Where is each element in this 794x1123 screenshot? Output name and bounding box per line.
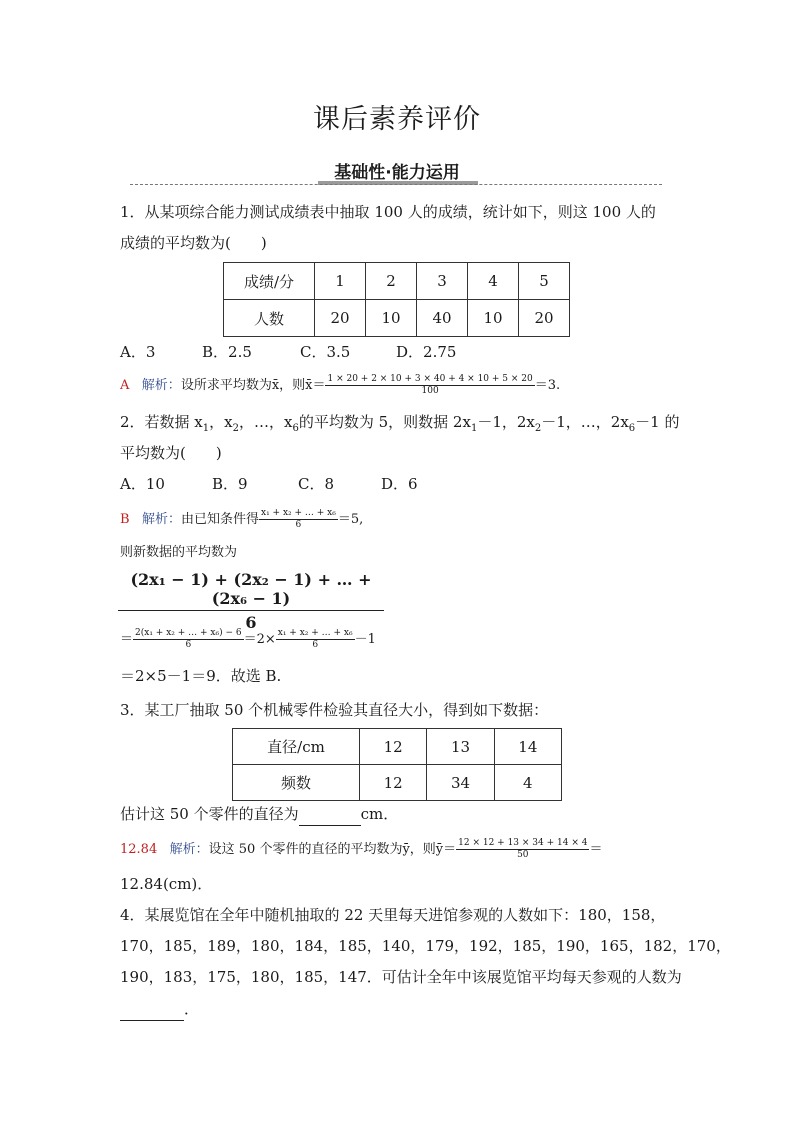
step-fraction-2 [276,628,355,651]
table-row [224,300,570,337]
answer-label: B [120,512,130,527]
step-fraction [133,628,244,651]
table-row [224,263,570,300]
q2-line2: 平均数为( ) [120,444,222,462]
fraction-denominator: 6 [295,520,302,530]
fraction-denominator: 100 [421,386,439,396]
solution-fraction [259,508,338,531]
q3-diameter-table [232,728,562,801]
q1-line1: 1．从某项综合能力测试成绩表中抽取 100 人的成绩，统计如下，则这 100 人的 [120,203,656,221]
q3-line1: 3．某工厂抽取 50 个机械零件检验其直径大小，得到如下数据： [120,701,549,719]
section-subtitle: 基础性·能力运用 [334,163,460,183]
table-cell: 20 [519,300,570,337]
q2-option-c: C．8 [298,475,335,493]
q2-final: ＝2×5－1＝9．故选 B. [120,667,282,685]
q2-line1 [120,411,679,440]
q1-option-d: D．2.75 [396,343,457,361]
table-cell: 2 [366,263,417,300]
subscript: 6 [292,423,299,434]
q2-text: －1，…，2x [541,413,629,431]
fraction-denominator: 6 [312,640,319,650]
q2-solution [120,508,363,531]
fraction-numerator: x₁ + x₂ + … + x₆ [277,628,353,638]
step-text: －1 [354,632,376,647]
q3-line2 [120,803,398,826]
table-cell: 13 [427,729,494,765]
table-cell: 12 [360,765,427,801]
equals-sign: ＝ [589,842,603,857]
q4-line2: 170，185，189，180，184，185，140，179，192，185，190，165，182，170， [120,937,731,955]
table-cell: 12 [360,729,427,765]
table-row [233,765,562,801]
table-row [233,729,562,765]
subscript: 2 [534,423,542,434]
table-cell: 4 [468,263,519,300]
q1-option-b: B．2.5 [202,343,252,361]
solution-result: ＝3. [534,378,561,393]
q4-text: ． [184,1000,200,1018]
q2-new-mean-label: 则新数据的平均数为 [120,545,238,560]
q1-option-a: A．3 [120,343,156,361]
fraction-numerator: 2(x₁ + x₂ + … + x₆) − 6 [135,628,242,638]
table-cell: 人数 [224,300,315,337]
fraction-numerator: 12 × 12 + 13 × 34 + 14 × 4 [458,838,588,848]
table-cell: 10 [468,300,519,337]
q1-option-c: C．3.5 [300,343,351,361]
q2-text: －1 的 [635,413,680,431]
fraction-numerator: 1 × 20 + 2 × 10 + 3 × 40 + 4 × 10 + 5 × 20 [327,374,533,384]
q1-score-table [223,262,570,337]
table-cell: 20 [315,300,366,337]
answer-label: A [120,378,130,393]
subscript: 6 [628,423,636,434]
q2-step [120,628,376,651]
q2-text: ，…，x [239,413,293,431]
q4-line3: 190，183，175，180，185，147．可估计全年中该展览馆平均每天参观的人数为 [120,968,682,986]
answer-blank [120,998,184,1021]
q2-text: 的平均数为 5，则数据 2x [298,413,471,431]
subscript: 2 [232,423,239,434]
solution-text: 由已知条件得 [180,512,259,527]
table-cell: 频数 [233,765,360,801]
q1-line2: 成绩的平均数为( ) [120,234,267,252]
solution-key: 解析： [169,842,209,857]
q2-text: ，x [209,413,233,431]
q3-solution [120,838,602,861]
step-text: ＝2× [243,632,276,647]
fraction-denominator: 50 [517,850,529,860]
solution-text: 设这 50 个零件的直径的平均数为ȳ，则ȳ＝ [208,842,457,857]
subscript: 1 [202,423,210,434]
equals-sign: ＝ [120,632,134,647]
table-cell: 14 [494,729,561,765]
subscript: 1 [470,423,478,434]
q3-result: 12.84(cm)． [120,875,213,893]
q2-big-fraction [118,570,384,632]
table-cell: 10 [366,300,417,337]
fraction-numerator: x₁ + x₂ + … + x₆ [261,508,336,518]
q1-solution [120,374,560,397]
q2-option-d: D．6 [381,475,418,493]
q2-text: －1，2x [477,413,535,431]
fraction-denominator: 6 [185,640,192,650]
answer-label: 12.84 [120,842,158,857]
table-cell: 34 [427,765,494,801]
table-cell: 40 [417,300,468,337]
table-cell: 成绩/分 [224,263,315,300]
q2-text: 2．若数据 x [120,413,203,431]
fraction-numerator: (2x₁ − 1) + (2x₂ − 1) + … + (2x₆ − 1) [118,570,384,611]
solution-key: 解析： [141,512,181,527]
q3-text: 估计这 50 个零件的直径为 [120,805,299,823]
solution-fraction [325,374,534,397]
q2-option-a: A．10 [120,475,165,493]
solution-fraction [456,838,589,861]
table-cell: 1 [315,263,366,300]
solution-result: ＝5, [337,512,364,527]
q3-text: cm． [360,805,399,823]
table-cell: 5 [519,263,570,300]
dashed-divider [130,184,662,185]
table-cell: 4 [494,765,561,801]
table-cell: 3 [417,263,468,300]
answer-blank [299,803,361,826]
page-title: 课后素养评价 [313,104,481,135]
solution-key: 解析： [141,378,181,393]
solution-text: 设所求平均数为x̄，则x̄＝ [180,378,326,393]
fraction-denominator: 6 [245,613,257,632]
q4-line1: 4．某展览馆在全年中随机抽取的 22 天里每天进馆参观的人数如下：180，158， [120,906,666,924]
table-cell: 直径/cm [233,729,360,765]
q4-line4 [120,998,199,1021]
q2-option-b: B．9 [212,475,248,493]
